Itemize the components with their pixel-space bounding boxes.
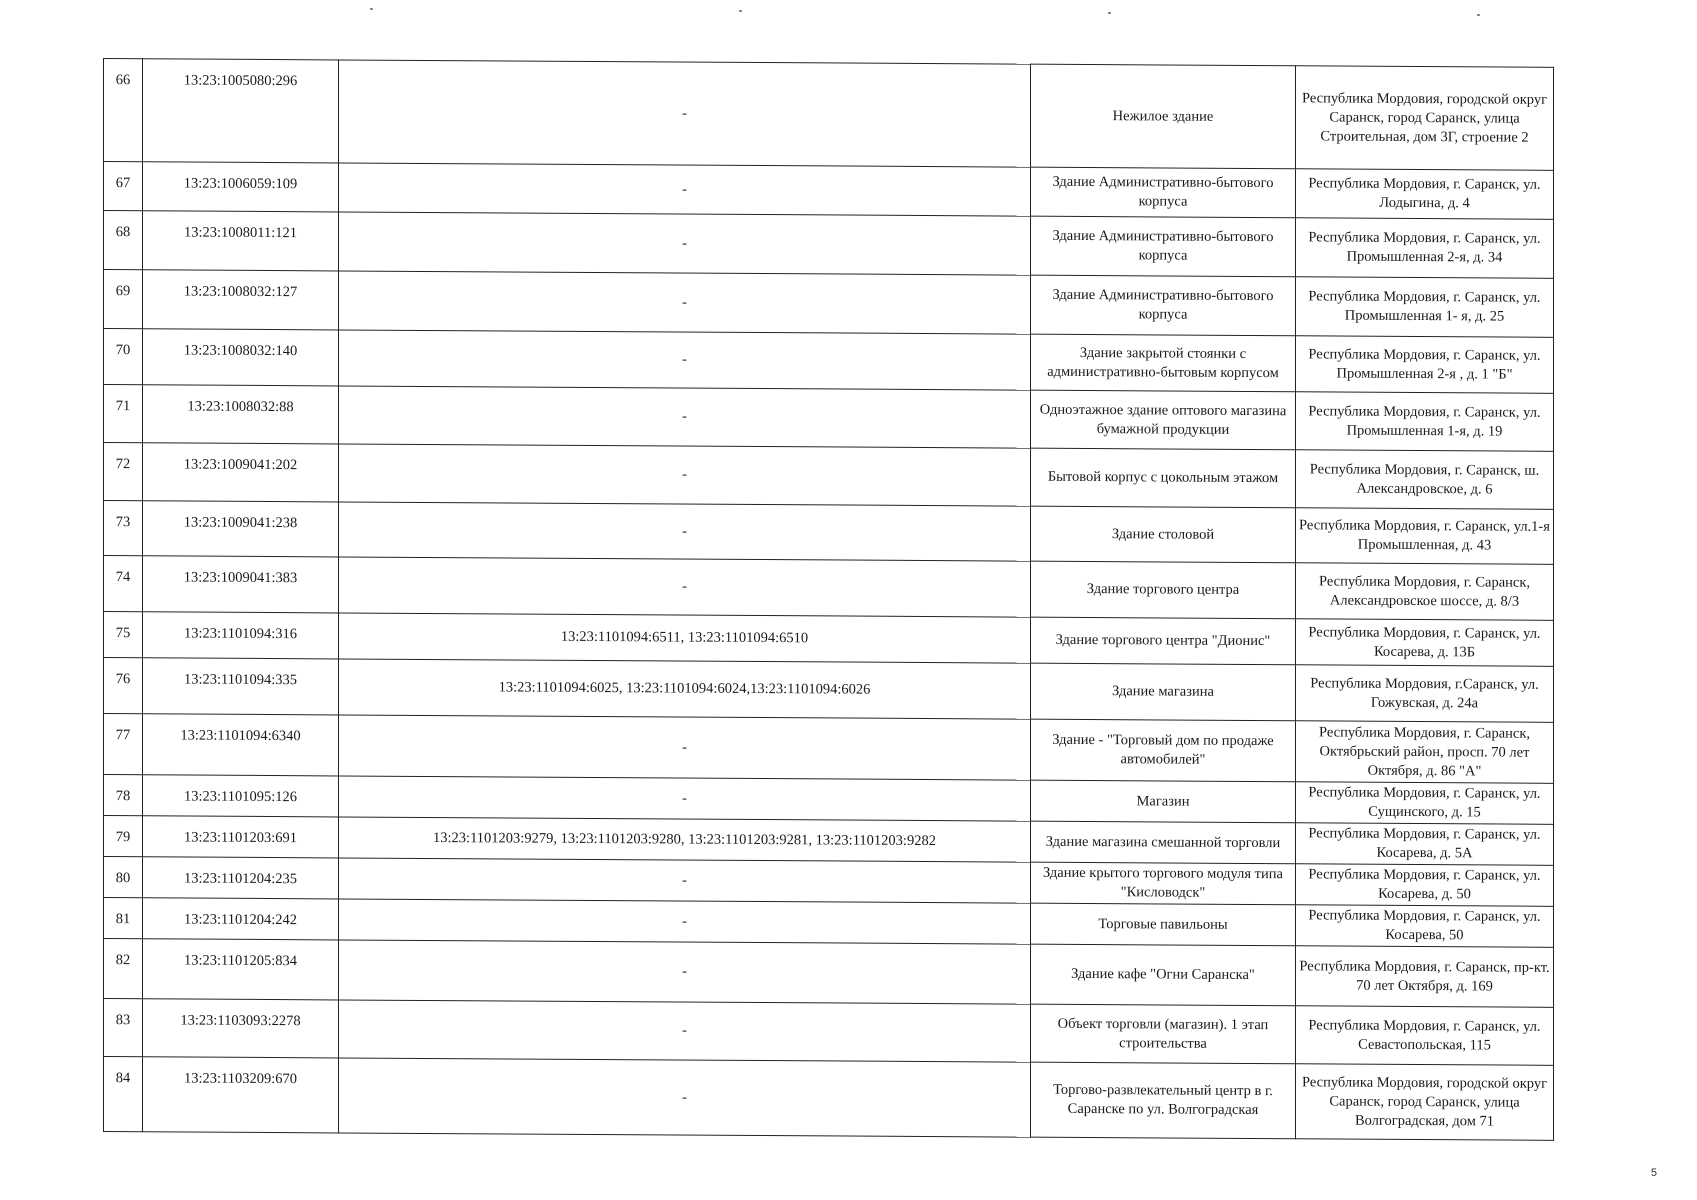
- related-cadastral-numbers: -: [339, 60, 1031, 167]
- related-cadastral-numbers: -: [339, 899, 1031, 944]
- object-address: Республика Мордовия, г. Саранск, ул. Косарева, д. 50: [1296, 864, 1554, 907]
- object-address: Республика Мордовия, г. Саранск, ул. Косарева, д. 5А: [1296, 823, 1554, 866]
- object-name: Здание торгового центра: [1031, 561, 1296, 619]
- object-name: Здание Административно-бытового корпуса: [1031, 167, 1296, 218]
- related-cadastral-numbers: -: [339, 715, 1031, 780]
- row-number: 82: [104, 939, 143, 999]
- scan-speck: [739, 10, 742, 12]
- cadastral-number: 13:23:1101094:316: [143, 612, 339, 659]
- related-cadastral-numbers: -: [339, 271, 1031, 334]
- cadastral-number: 13:23:1101094:335: [143, 658, 339, 715]
- row-number: 78: [104, 775, 143, 816]
- table-row: [104, 443, 1554, 510]
- row-number: 84: [104, 1057, 143, 1132]
- object-address: Республика Мордовия, городской округ Саранск, город Саранск, улица Строительная, дом 3Г, строение 2: [1296, 66, 1554, 171]
- object-address: Республика Мордовия, г. Саранск, ул.1-я Промышленная, д. 43: [1296, 508, 1554, 565]
- cadastral-number: 13:23:1101094:6340: [143, 714, 339, 776]
- row-number: 67: [104, 162, 143, 211]
- related-cadastral-numbers: -: [339, 444, 1031, 506]
- page-number: 5: [1650, 1167, 1657, 1179]
- related-cadastral-numbers: -: [339, 1000, 1031, 1062]
- cadastral-number: 13:23:1009041:383: [143, 556, 339, 613]
- object-name: Торгово-развлекательный центр в г. Саранске по ул. Волгоградская: [1031, 1062, 1296, 1139]
- property-table-body: [104, 59, 1554, 1141]
- object-address: Республика Мордовия, г. Саранск, ул. Лодыгина, д. 4: [1296, 169, 1554, 220]
- cadastral-number: 13:23:1103209:670: [143, 1057, 339, 1133]
- related-cadastral-numbers: -: [339, 163, 1031, 216]
- related-cadastral-numbers: -: [339, 502, 1031, 561]
- row-number: 77: [104, 714, 143, 775]
- object-name: Здание крытого торгового модуля типа "Кисловодск": [1031, 862, 1296, 905]
- scan-speck: [370, 8, 373, 10]
- object-name: Здание магазина: [1031, 663, 1296, 721]
- object-address: Республика Мордовия, г. Саранск, ул. Сущинского, д. 15: [1296, 782, 1554, 825]
- row-number: 75: [104, 612, 143, 658]
- object-address: Республика Мордовия, г. Саранск, ул. Косарева, д. 13Б: [1296, 619, 1554, 667]
- cadastral-number: 13:23:1103093:2278: [143, 999, 339, 1058]
- row-number: 68: [104, 211, 143, 270]
- object-name: Здание Административно-бытового корпуса: [1031, 275, 1296, 336]
- table-row: [104, 162, 1554, 220]
- related-cadastral-numbers: 13:23:1101094:6511, 13:23:1101094:6510: [339, 613, 1031, 663]
- object-address: Республика Мордовия, г. Саранск, ул. Промышленная 2-я , д. 1 "Б": [1296, 336, 1554, 394]
- object-name: Здание торгового центра "Дионис": [1031, 617, 1296, 665]
- cadastral-number: 13:23:1008011:121: [143, 211, 339, 271]
- related-cadastral-numbers: 13:23:1101203:9279, 13:23:1101203:9280, 13:23:1101203:9281, 13:23:1101203:9282: [339, 817, 1031, 862]
- related-cadastral-numbers: -: [339, 212, 1031, 275]
- object-name: Здание закрытой стоянки с административно-бытовым корпусом: [1031, 334, 1296, 392]
- table-row: [104, 999, 1554, 1066]
- object-name: Бытовой корпус с цокольным этажом: [1031, 448, 1296, 508]
- row-number: 72: [104, 443, 143, 501]
- object-address: Республика Мордовия, г. Саранск, пр-кт. 70 лет Октября, д. 169: [1296, 946, 1554, 1008]
- object-address: Республика Мордовия, г. Саранск, ул. Севастопольская, 115: [1296, 1006, 1554, 1066]
- cadastral-number: 13:23:1101203:691: [143, 816, 339, 858]
- table-row: [104, 1057, 1554, 1141]
- table-row: [104, 556, 1554, 621]
- cadastral-number: 13:23:1006059:109: [143, 162, 339, 212]
- row-number: 79: [104, 816, 143, 857]
- object-address: Республика Мордовия, г. Саранск, ш. Александровское, д. 6: [1296, 450, 1554, 510]
- cadastral-number: 13:23:1101095:126: [143, 775, 339, 817]
- row-number: 66: [104, 59, 143, 162]
- object-name: Здание - "Торговый дом по продаже автомобилей": [1031, 719, 1296, 782]
- object-address: Республика Мордовия, г. Саранск, Октябрьский район, просп. 70 лет Октября, д. 86 "А": [1296, 721, 1554, 784]
- related-cadastral-numbers: -: [339, 858, 1031, 903]
- row-number: 73: [104, 501, 143, 556]
- table-row: [104, 939, 1554, 1008]
- object-name: Здание Административно-бытового корпуса: [1031, 216, 1296, 277]
- table-row: [104, 270, 1554, 338]
- object-address: Республика Мордовия, г. Саранск, ул. Промышленная 1-я, д. 19: [1296, 392, 1554, 452]
- object-name: Здание кафе "Огни Саранска": [1031, 944, 1296, 1006]
- cadastral-number: 13:23:1008032:88: [143, 385, 339, 444]
- related-cadastral-numbers: -: [339, 776, 1031, 821]
- object-name: Одноэтажное здание оптового магазина бумажной продукции: [1031, 390, 1296, 450]
- object-name: Магазин: [1031, 780, 1296, 823]
- cadastral-number: 13:23:1008032:140: [143, 329, 339, 386]
- table-row: [104, 714, 1554, 784]
- row-number: 74: [104, 556, 143, 612]
- related-cadastral-numbers: 13:23:1101094:6025, 13:23:1101094:6024,13:23:1101094:6026: [339, 659, 1031, 719]
- table-row: [104, 59, 1554, 171]
- cadastral-number: 13:23:1009041:202: [143, 443, 339, 502]
- related-cadastral-numbers: -: [339, 330, 1031, 390]
- object-name: Объект торговли (магазин). 1 этап строительства: [1031, 1004, 1296, 1064]
- cadastral-number: 13:23:1008032:127: [143, 270, 339, 330]
- row-number: 76: [104, 658, 143, 714]
- table-row: [104, 385, 1554, 452]
- related-cadastral-numbers: -: [339, 557, 1031, 617]
- table-row: [104, 501, 1554, 565]
- related-cadastral-numbers: -: [339, 940, 1031, 1004]
- cadastral-number: 13:23:1101204:235: [143, 857, 339, 899]
- object-name: Здание столовой: [1031, 506, 1296, 563]
- row-number: 83: [104, 999, 143, 1057]
- object-address: Республика Мордовия, г.Саранск, ул. Гожувская, д. 24а: [1296, 665, 1554, 723]
- property-table: [103, 58, 1554, 1141]
- table-row: [104, 211, 1554, 279]
- object-name: Здание магазина смешанной торговли: [1031, 821, 1296, 864]
- row-number: 71: [104, 385, 143, 443]
- row-number: 80: [104, 857, 143, 898]
- object-address: Республика Мордовия, г. Саранск, ул. Косарева, 50: [1296, 905, 1554, 948]
- object-address: Республика Мордовия, городской округ Саранск, город Саранск, улица Волгоградская, дом 71: [1296, 1064, 1554, 1141]
- cadastral-number: 13:23:1101204:242: [143, 898, 339, 940]
- row-number: 70: [104, 329, 143, 385]
- scan-speck: [1477, 14, 1480, 16]
- cadastral-number: 13:23:1101205:834: [143, 939, 339, 1000]
- cadastral-number: 13:23:1009041:238: [143, 501, 339, 557]
- object-address: Республика Мордовия, г. Саранск, ул. Промышленная 1- я, д. 25: [1296, 277, 1554, 338]
- object-name: Торговые павильоны: [1031, 903, 1296, 946]
- row-number: 81: [104, 898, 143, 939]
- related-cadastral-numbers: -: [339, 386, 1031, 448]
- table-row: [104, 329, 1554, 394]
- object-address: Республика Мордовия, г. Саранск, ул. Промышленная 2-я, д. 34: [1296, 218, 1554, 279]
- table-row: [104, 658, 1554, 723]
- object-address: Республика Мордовия, г. Саранск, Александровское шоссе, д. 8/3: [1296, 563, 1554, 621]
- scan-speck: [1108, 12, 1111, 14]
- row-number: 69: [104, 270, 143, 329]
- related-cadastral-numbers: -: [339, 1058, 1031, 1137]
- object-name: Нежилое здание: [1031, 64, 1296, 169]
- cadastral-number: 13:23:1005080:296: [143, 59, 339, 163]
